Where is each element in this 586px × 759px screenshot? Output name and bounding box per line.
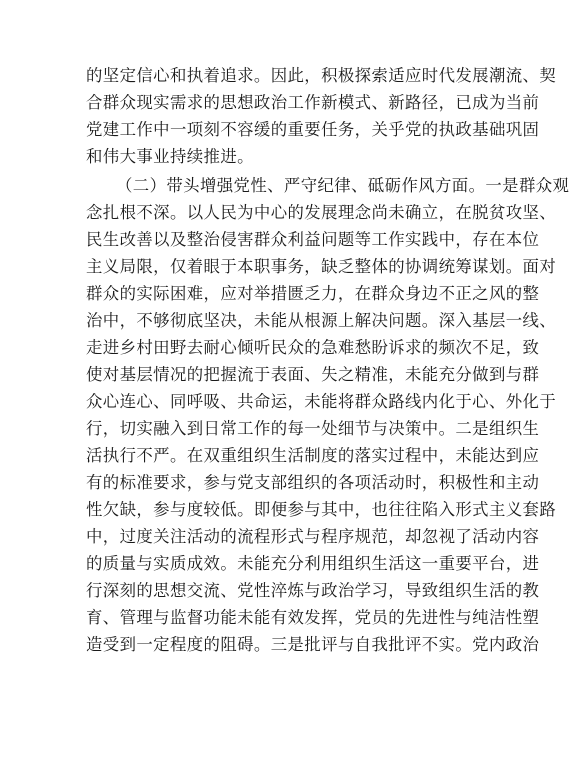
text-line: 中，过度关注活动的流程形式与程序规范，却忽视了活动内容 <box>86 527 540 546</box>
text-line: 的坚定信心和执着追求。因此，积极探索适应时代发展潮流、契 <box>86 66 557 85</box>
text-line: 育、管理与监督功能未能有效发挥，党员的先进性与纯洁性塑 <box>86 608 540 627</box>
text-line: 党建工作中一项刻不容缓的重要任务，关乎党的执政基础巩固 <box>86 120 540 139</box>
text-line: 民生改善以及整治侵害群众利益问题等工作实践中，存在本位 <box>86 230 540 249</box>
text-line: 行深刻的思想交流、党性淬炼与政治学习，导致组织生活的教 <box>86 581 540 600</box>
text-line: 有的标准要求，参与党支部组织的各项活动时，积极性和主动 <box>86 473 540 492</box>
text-line: 使对基层情况的把握流于表面、失之精准，未能充分做到与群 <box>86 365 540 384</box>
text-line: 合群众现实需求的思想政治工作新模式、新路径，已成为当前 <box>86 93 540 112</box>
text-line: （二）带头增强党性、严守纪律、砥砺作风方面。一是群众观 <box>116 176 570 195</box>
text-line: 群众的实际困难，应对举措匮乏力，在群众身边不正之风的整 <box>86 284 540 303</box>
text-line: 主义局限，仅着眼于本职事务，缺乏整体的协调统筹谋划。面对 <box>86 257 557 276</box>
paragraph-section-two <box>86 172 570 658</box>
text-line: 走进乡村田野去耐心倾听民众的急难愁盼诉求的频次不足，致 <box>86 338 540 357</box>
text-line: 治中，不够彻底坚决，未能从根源上解决问题。深入基层一线、 <box>86 311 557 330</box>
paragraph-continuation <box>86 62 557 170</box>
text-line: 行，切实融入到日常工作的每一处细节与决策中。二是组织生 <box>86 419 540 438</box>
text-line: 性欠缺，参与度较低。即便参与其中，也往往陷入形式主义套路 <box>86 500 557 519</box>
text-line: 念扎根不深。以人民为中心的发展理念尚未确立，在脱贫攻坚、 <box>86 203 557 222</box>
text-line: 造受到一定程度的阻碍。三是批评与自我批评不实。党内政治 <box>86 635 540 654</box>
text-line: 的质量与实质成效。未能充分利用组织生活这一重要平台，进 <box>86 554 540 573</box>
text-line: 和伟大事业持续推进。 <box>86 147 254 166</box>
text-line: 众心连心、同呼吸、共命运，未能将群众路线内化于心、外化于 <box>86 392 557 411</box>
text-line: 活执行不严。在双重组织生活制度的落实过程中，未能达到应 <box>86 446 540 465</box>
